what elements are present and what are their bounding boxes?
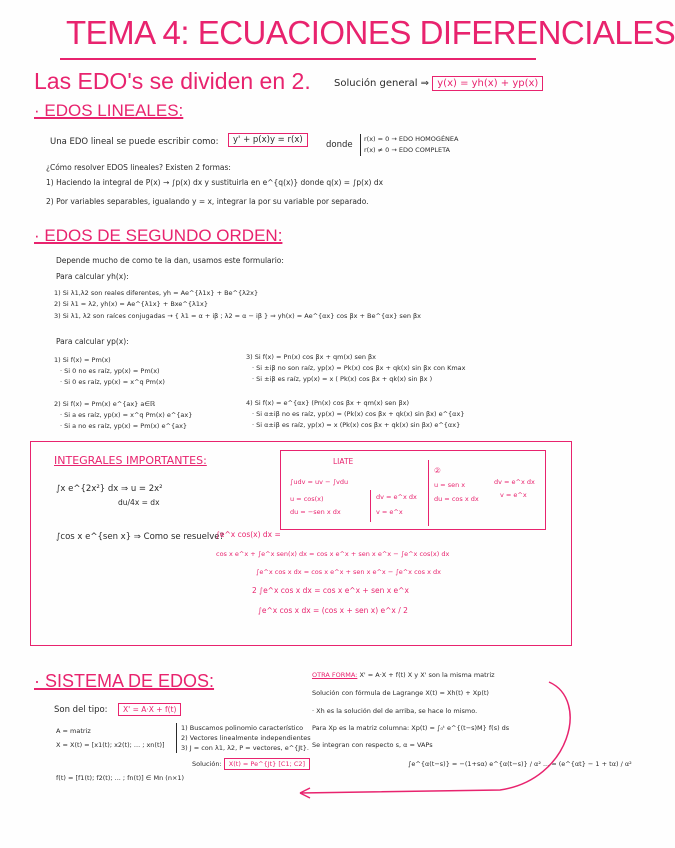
- solution-step-5: ∫e^x cos x dx = (cos x + sen x) e^x / 2: [258, 606, 408, 615]
- yh-case-2: 2) Si λ1 = λ2, yh(x) = Ae^{λ1x} + Bxe^{λ1x}: [54, 300, 208, 308]
- solution-step-4: 2 ∫e^x cos x dx = cos x e^x + sen x e^x: [252, 586, 409, 595]
- linear-question: ¿Cómo resolver EDOS lineales? Existen 2 formas:: [46, 163, 231, 172]
- solution-step-1: ∫e^x cos(x) dx =: [216, 530, 281, 539]
- yp-case-4b: · Si α±iβ es raíz, yp(x) = x (Pk(x) cos βx + qk(x) sin βx) e^{αx}: [252, 421, 461, 429]
- liate-du: du = −sen x dx: [290, 508, 341, 516]
- section-heading-edos-lineales: · EDOS LINEALES:: [34, 101, 184, 120]
- linear-way-2: 2) Por variables separables, igualando y = x, integrar la por su variable por separado.: [46, 197, 369, 206]
- yp-case-4-title: 4) Si f(x) = e^{αx} (Pn(x) cos βx + qm(x) sen βx): [246, 399, 410, 407]
- yp-case-1b: · Si 0 es raíz, yp(x) = x^q Pm(x): [60, 378, 165, 386]
- solution-step-2: cos x e^x + ∫e^x sen(x) dx = cos x e^x + sen x e^x − ∫e^x cos(x) dx: [216, 550, 450, 558]
- yp-case-4a: · Si α±iβ no es raíz, yp(x) = (Pk(x) cos βx + qk(x) sin βx) e^{αx}: [252, 410, 465, 418]
- yh-case-1: 1) Si λ1,λ2 son reales diferentes, yh = Ae^{λ1x} + Be^{λ2x}: [54, 289, 259, 297]
- section-heading-sistema: · SISTEMA DE EDOS:: [34, 671, 215, 691]
- system-solution-formula: X(t) = Pe^{Jt} [C1; C2]: [224, 758, 310, 770]
- linear-way-1: 1) Haciendo la integral de P(x) → ∫p(x) dx y sustituirla en e^{q(x)} donde q(x) = ∫p(x) dx: [46, 178, 384, 187]
- round-2-label: ②: [434, 466, 441, 475]
- other-form-line-3: · Xh es la solución del de arriba, se hace lo mismo.: [312, 707, 478, 715]
- yp-case-3-title: 3) Si f(x) = Pn(x) cos βx + qm(x) sen βx: [246, 353, 377, 361]
- liate-v: v = e^x: [376, 508, 403, 516]
- section-heading-segundo-orden: · EDOS DE SEGUNDO ORDEN:: [34, 226, 283, 245]
- system-type-label: Son del tipo:: [54, 705, 108, 715]
- integral-2: ∫cos x e^{sen x} ⇒ Como se resuelve?: [56, 532, 225, 542]
- system-step-2: 2) Vectores linealmente independientes: [181, 734, 311, 742]
- solution-step-3: ∫e^x cos x dx = cos x e^x + sen x e^x − ∫e^x cos x dx: [256, 568, 441, 576]
- matrix-a: A = matriz: [56, 727, 91, 735]
- liate-label: LIATE: [333, 457, 354, 466]
- yp-case-1-title: 1) Si f(x) = Pm(x): [54, 356, 111, 364]
- round-2-du: du = cos x dx: [434, 495, 479, 503]
- yp-case-3a: · Si ±iβ no son raíz, yp(x) = Pk(x) cos βx + qk(x) sin βx con Kmax: [252, 364, 466, 372]
- integral-1-substitution: du/4x = dx: [118, 498, 160, 507]
- round-2-v: v = e^x: [500, 491, 527, 499]
- linear-form-text: Una EDO lineal se puede escribir como:: [50, 137, 219, 147]
- other-form-heading: OTRA FORMA:: [312, 671, 358, 679]
- other-form-line-6: ∫e^{α(t−s)} = −(1+sα) e^{α(t−s)} / α² ... = (e^{αt} − 1 + tα) / α²: [408, 760, 632, 768]
- system-step-1: 1) Buscamos polinomio característico: [181, 724, 304, 732]
- yp-case-3b: · Si ±iβ es raíz, yp(x) = x ( Pk(x) cos βx + qk(x) sin βx ): [252, 375, 433, 383]
- liate-u: u = cos(x): [290, 495, 324, 503]
- integrals-heading: INTEGRALES IMPORTANTES:: [54, 454, 207, 467]
- condition-complete: r(x) ≠ 0 → EDO COMPLETA: [364, 146, 451, 154]
- general-solution-label: Solución general ⇒: [334, 78, 430, 89]
- liate-dv: dv = e^x dx: [376, 493, 417, 501]
- other-form-line-5: Se integran con respecto s, α = VAPs: [312, 741, 433, 749]
- system-type-formula: X' = A·X + f(t): [118, 703, 181, 716]
- yh-case-3: 3) Si λ1, λ2 son raíces conjugadas → { λ1 = α + iβ ; λ2 = α − iβ } ⇒ yh(x) = Ae^{αx} cos βx + Be^{αx} sen βx: [54, 312, 421, 320]
- yp-case-2-title: 2) Si f(x) = Pm(x) e^{ax} a∈ℝ: [54, 400, 156, 408]
- donde-label: donde: [326, 140, 353, 150]
- system-step-3: 3) J = con λ1, λ2, P = vectores, e^{Jt}.: [181, 744, 309, 752]
- calc-yh-label: Para calcular yh(x):: [56, 272, 129, 281]
- condition-homogeneous: r(x) = 0 → EDO HOMOGÉNEA: [364, 135, 459, 143]
- vector-x: X = X(t) = [x1(t); x2(t); ... ; xn(t)]: [56, 741, 165, 749]
- yp-case-1a: · Si 0 no es raíz, yp(x) = Pm(x): [60, 367, 160, 375]
- other-form-line-4: Para Xp es la matriz columna: Xp(t) = ∫₀ᵗ e^{(t−s)M} f(s) ds: [312, 724, 510, 732]
- round-2-dv: dv = e^x dx: [494, 478, 535, 486]
- general-solution-formula: y(x) = yh(x) + yp(x): [432, 76, 543, 91]
- round-2-u: u = sen x: [434, 481, 466, 489]
- linear-form-formula: y' + p(x)y = r(x): [228, 133, 308, 147]
- liate-formula: ∫udv = uv − ∫vdu: [290, 478, 349, 486]
- vector-f: f(t) = [f1(t); f2(t); ... ; fn(t)] ∈ Mn (n×1): [56, 774, 185, 782]
- second-order-intro: Depende mucho de como te la dan, usamos este formulario:: [56, 256, 284, 265]
- page-title: TEMA 4: ECUACIONES DIFERENCIALES: [66, 14, 675, 51]
- system-solution-label: Solución:: [192, 760, 222, 768]
- integral-1: ∫x e^{2x²} dx ⇒ u = 2x²: [56, 484, 163, 494]
- other-form-line-2: Solución con fórmula de Lagrange X(t) = Xh(t) + Xp(t): [312, 689, 489, 697]
- subtitle: Las EDO's se dividen en 2.: [34, 68, 311, 94]
- yp-case-2b: · Si a no es raíz, yp(x) = Pm(x) e^{ax}: [60, 422, 188, 430]
- yp-case-2a: · Si a es raíz, yp(x) = x^q Pm(x) e^{ax}: [60, 411, 193, 419]
- calc-yp-label: Para calcular yp(x):: [56, 337, 129, 346]
- other-form-text-1: X' = A·X + f(t) X y X' son la misma matriz: [359, 671, 495, 679]
